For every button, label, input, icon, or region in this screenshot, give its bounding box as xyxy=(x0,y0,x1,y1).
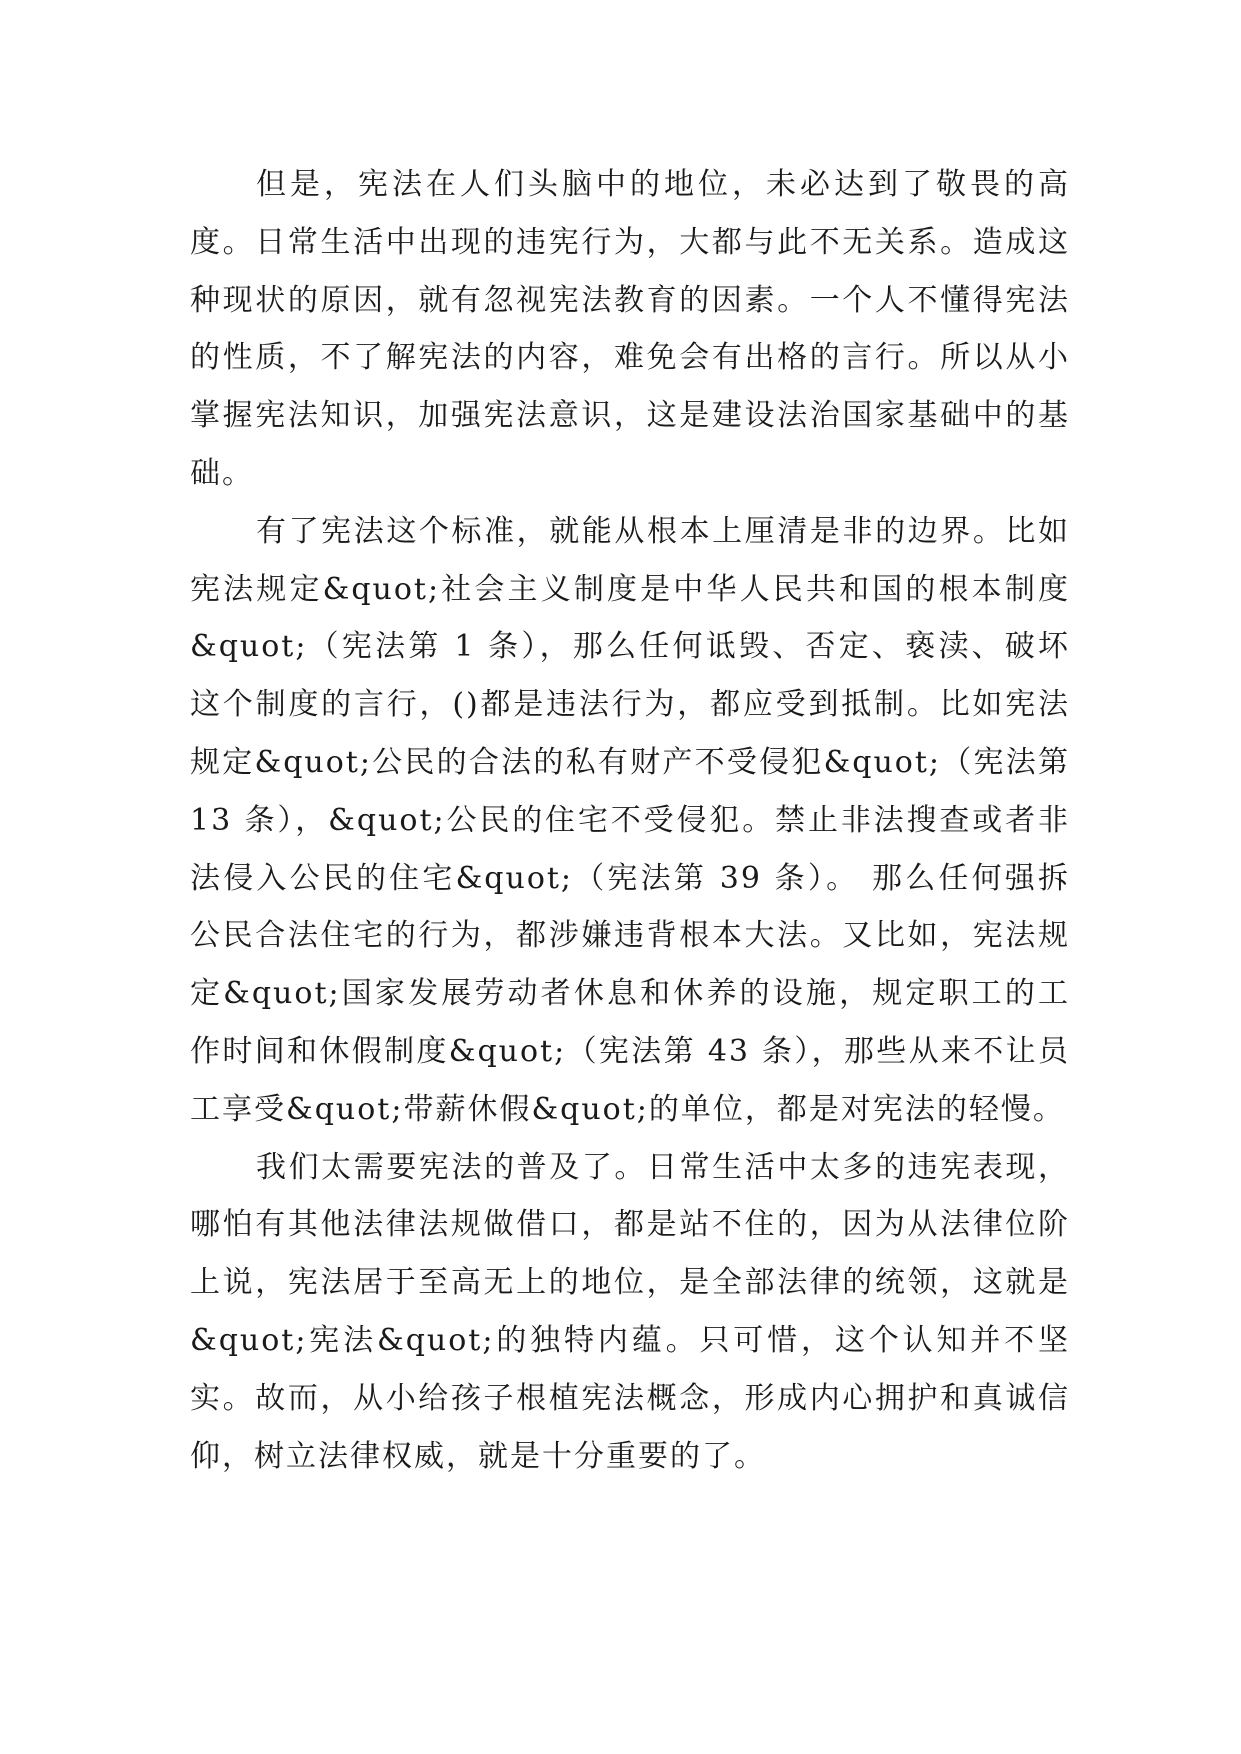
paragraph-1: 但是，宪法在人们头脑中的地位，未必达到了敬畏的高度。日常生活中出现的违宪行为，大都与此不无关系。造成这种现状的原因，就有忽视宪法教育的因素。一个人不懂得宪法的性质，不了解宪法的内容，难免会有出格的言行。所以从小掌握宪法知识，加强宪法意识，这是建设法治国家基础中的基础。 xyxy=(190,167,1070,491)
document-body xyxy=(190,156,1070,1485)
paragraph-2: 有了宪法这个标准，就能从根本上厘清是非的边界。比如宪法规定&quot;社会主义制度是中华人民共和国的根本制度&quot;（宪法第 1 条），那么任何诋毁、否定、亵渎、破坏这个制度的言行，()都是违法行为，都应受到抵制。比如宪法规定&quot;公民的合法的私有财产不受侵犯&quot;（宪法第 13 条），&quot;公民的住宅不受侵犯。禁止非法搜查或者非法侵入公民的住宅&quot;（宪法第 39 条）。 那么任何强拆公民合法住宅的行为，都涉嫌违背根本大法。又比如，宪法规定&quot;国家发展劳动者休息和休养的设施，规定职工的工作时间和休假制度&quot;（宪法第 43 条），那些从来不让员工享受&quot;带薪休假&quot;的单位，都是对宪法的轻慢。 xyxy=(190,513,1070,1127)
paragraph-3: 我们太需要宪法的普及了。日常生活中太多的违宪表现，哪怕有其他法律法规做借口，都是站不住的，因为从法律位阶上说，宪法居于至高无上的地位，是全部法律的统领，这就是&quot;宪法&quot;的独特内蕴。只可惜，这个认知并不坚实。故而，从小给孩子根植宪法概念，形成内心拥护和真诚信仰，树立法律权威，就是十分重要的了。 xyxy=(190,1149,1070,1474)
